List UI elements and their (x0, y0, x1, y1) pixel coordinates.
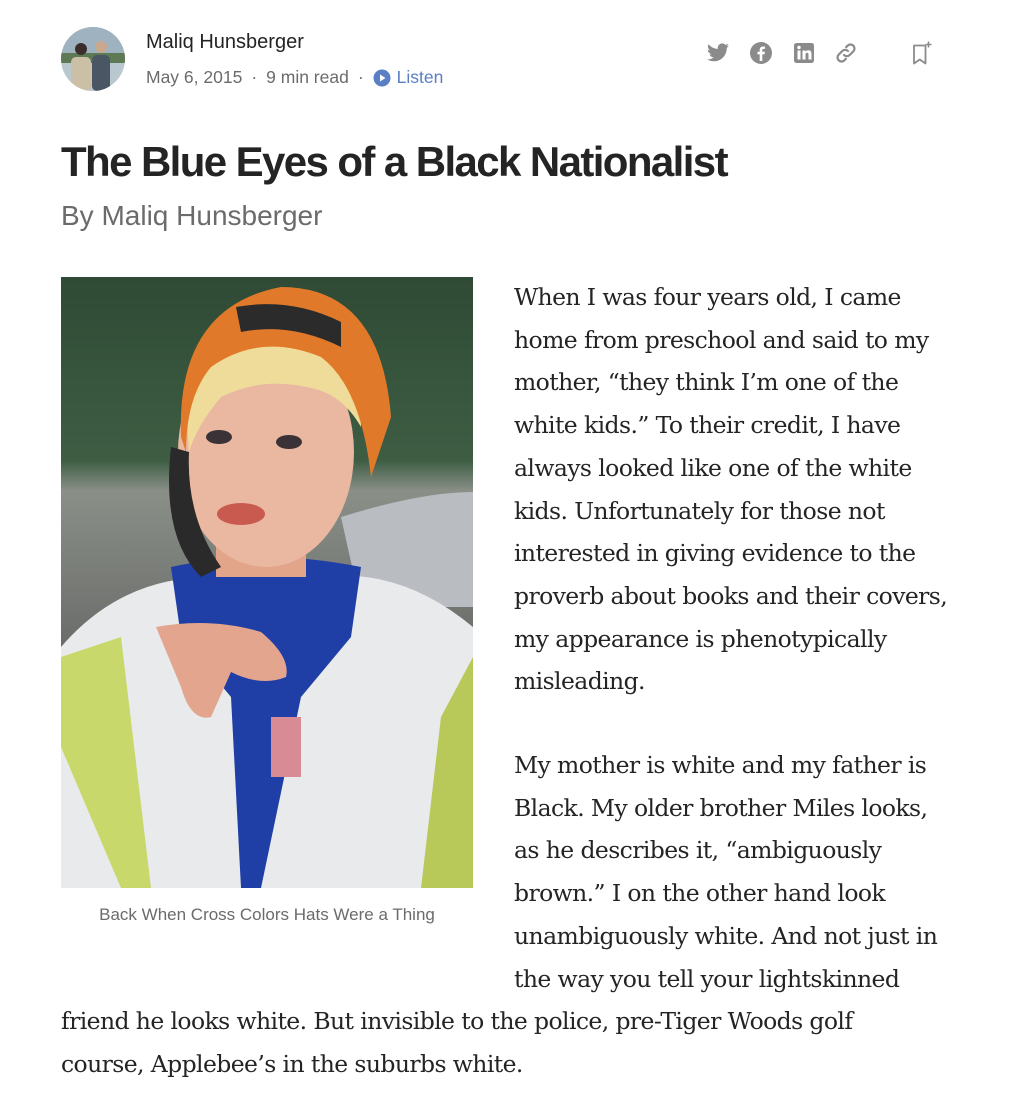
text-line: misleading. (514, 667, 645, 696)
text-line: kids. Unfortunately for those not (514, 496, 885, 525)
text-line: my appearance is phenotypically (514, 624, 887, 653)
text-line: as he describes it, “ambiguously (514, 836, 882, 865)
avatar-image (61, 27, 125, 91)
publish-date: May 6, 2015 (146, 67, 243, 87)
article-title: The Blue Eyes of a Black Nationalist (61, 138, 727, 185)
text-line: interested in giving evidence to the (514, 539, 916, 568)
text-line: home from preschool and said to my (514, 325, 929, 354)
twitter-icon (706, 41, 730, 65)
listen-button[interactable] (373, 67, 444, 88)
bookmark-add-icon (908, 39, 936, 67)
facebook-share-button[interactable] (747, 39, 775, 67)
text-line: proverb about books and their covers, (514, 581, 948, 610)
listen-label: Listen (396, 67, 444, 87)
paragraph-2 (514, 744, 937, 1000)
text-line: My mother is white and my father is (514, 751, 927, 779)
text-line: course, Applebee’s in the suburbs white. (61, 1049, 523, 1078)
meta-separator: · (251, 67, 258, 87)
article-byline: By Maliq Hunsberger (61, 200, 323, 231)
twitter-share-button[interactable] (704, 39, 732, 67)
bookmark-button[interactable] (908, 39, 936, 67)
read-time: 9 min read (266, 67, 349, 87)
article-meta (146, 67, 443, 88)
author-avatar[interactable] (61, 27, 125, 91)
text-line: white kids.” To their credit, I have (514, 411, 901, 440)
meta-separator: · (357, 67, 364, 87)
linkedin-icon (792, 41, 816, 65)
image-caption: Back When Cross Colors Hats Were a Thing (99, 905, 435, 924)
paragraph-1 (514, 276, 947, 703)
text-line: unambiguously white. And not just in (514, 921, 938, 950)
link-icon (834, 41, 858, 65)
text-line: mother, “they think I’m one of the (514, 368, 899, 397)
linkedin-share-button[interactable] (790, 39, 818, 67)
copy-link-button[interactable] (832, 39, 860, 67)
text-line: friend he looks white. But invisible to the police, pre-Tiger Woods golf (61, 1007, 853, 1035)
text-line: When I was four years old, I came (514, 283, 901, 311)
text-line: the way you tell your lightskinned (514, 964, 900, 993)
play-icon (373, 69, 391, 87)
facebook-icon (749, 41, 773, 65)
paragraph-2-continued (61, 1000, 852, 1085)
boy-in-cap-photo (61, 277, 473, 888)
article-photo[interactable] (61, 277, 473, 888)
text-line: brown.” I on the other hand look (514, 879, 886, 908)
author-name[interactable]: Maliq Hunsberger (146, 31, 304, 53)
text-line: Black. My older brother Miles looks, (514, 793, 928, 822)
text-line: always looked like one of the white (514, 453, 912, 482)
